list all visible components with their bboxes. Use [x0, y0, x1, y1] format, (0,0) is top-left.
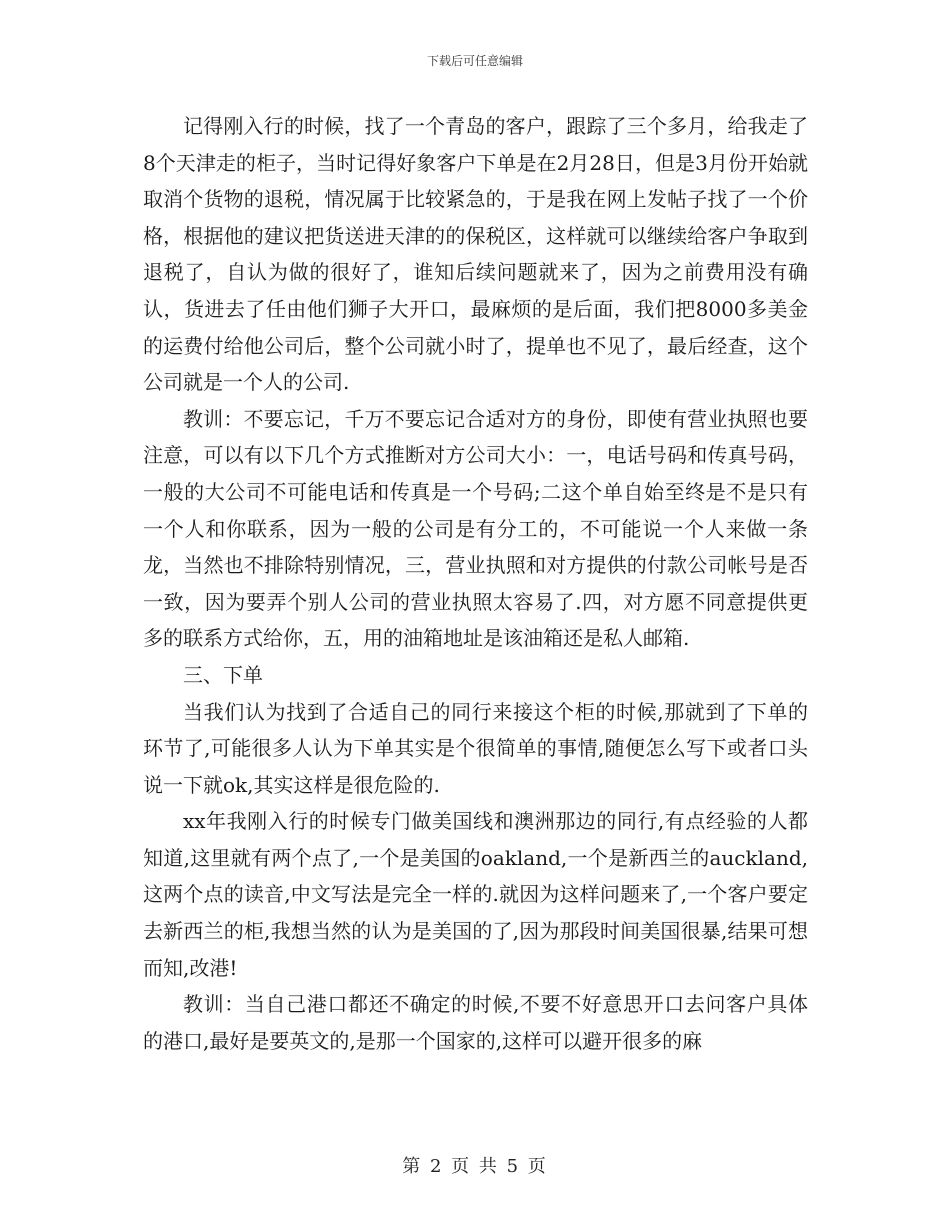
paragraph-4: xx年我刚入行的时候专门做美国线和澳洲那边的同行,有点经验的人都知道,这里就有两个点了,一个是美国的oakland,一个是新西兰的auckland,这两个点的读音,中文写法是完全一样的.就因为这样问题来了,一个客户要定去新西兰的柜,我想当然的认为是美国的了,因为那段时间美国很暴,结果可想而知,改港! — [143, 809, 808, 980]
document-body — [143, 108, 808, 1059]
section-heading: 三、下单 — [183, 662, 263, 687]
page-footer: 第 2 页 共 5 页 — [402, 1156, 548, 1177]
paragraph-5: 教训：当自己港口都还不确定的时候,不要不好意思开口去问客户具体的港口,最好是要英文的,是那一个国家的,这样可以避开很多的麻 — [143, 992, 808, 1053]
paragraph-2: 教训：不要忘记，千万不要忘记合适对方的身份，即使有营业执照也要注意，可以有以下几个方式推断对方公司大小：一，电话号码和传真号码，一般的大公司不可能电话和传真是一个号码;二这个单自始至终是不是只有一个人和你联系，因为一般的公司是有分工的，不可能说一个人来做一条龙，当然也不排除特别情况，三，营业执照和对方提供的付款公司帐号是否一致，因为要弄个别人公司的营业执照太容易了.四，对方愿不同意提供更多的联系方式给你，五，用的油箱地址是该油箱还是私人邮箱. — [143, 406, 808, 651]
page-header: 下载后可任意编辑 — [426, 54, 523, 68]
paragraph-1: 记得刚入行的时候，找了一个青岛的客户，跟踪了三个多月，给我走了8个天津走的柜子，当时记得好象客户下单是在2月28日，但是3月份开始就取消个货物的退税，情况属于比较紧急的，于是我在网上发帖子找了一个价格，根据他的建议把货送进天津的的保税区，这样就可以继续给客户争取到退税了，自认为做的很好了，谁知后续问题就来了，因为之前费用没有确认，货进去了任由他们狮子大开口，最麻烦的是后面，我们把8000多美金的运费付给他公司后，整个公司就小时了，提单也不见了，最后经查，这个公司就是一个人的公司. — [143, 114, 808, 395]
paragraph-3: 当我们认为找到了合适自己的同行来接这个柜的时候,那就到了下单的环节了,可能很多人认为下单其实是个很简单的事情,随便怎么写下或者口头说一下就ok,其实这样是很危险的. — [143, 699, 808, 797]
